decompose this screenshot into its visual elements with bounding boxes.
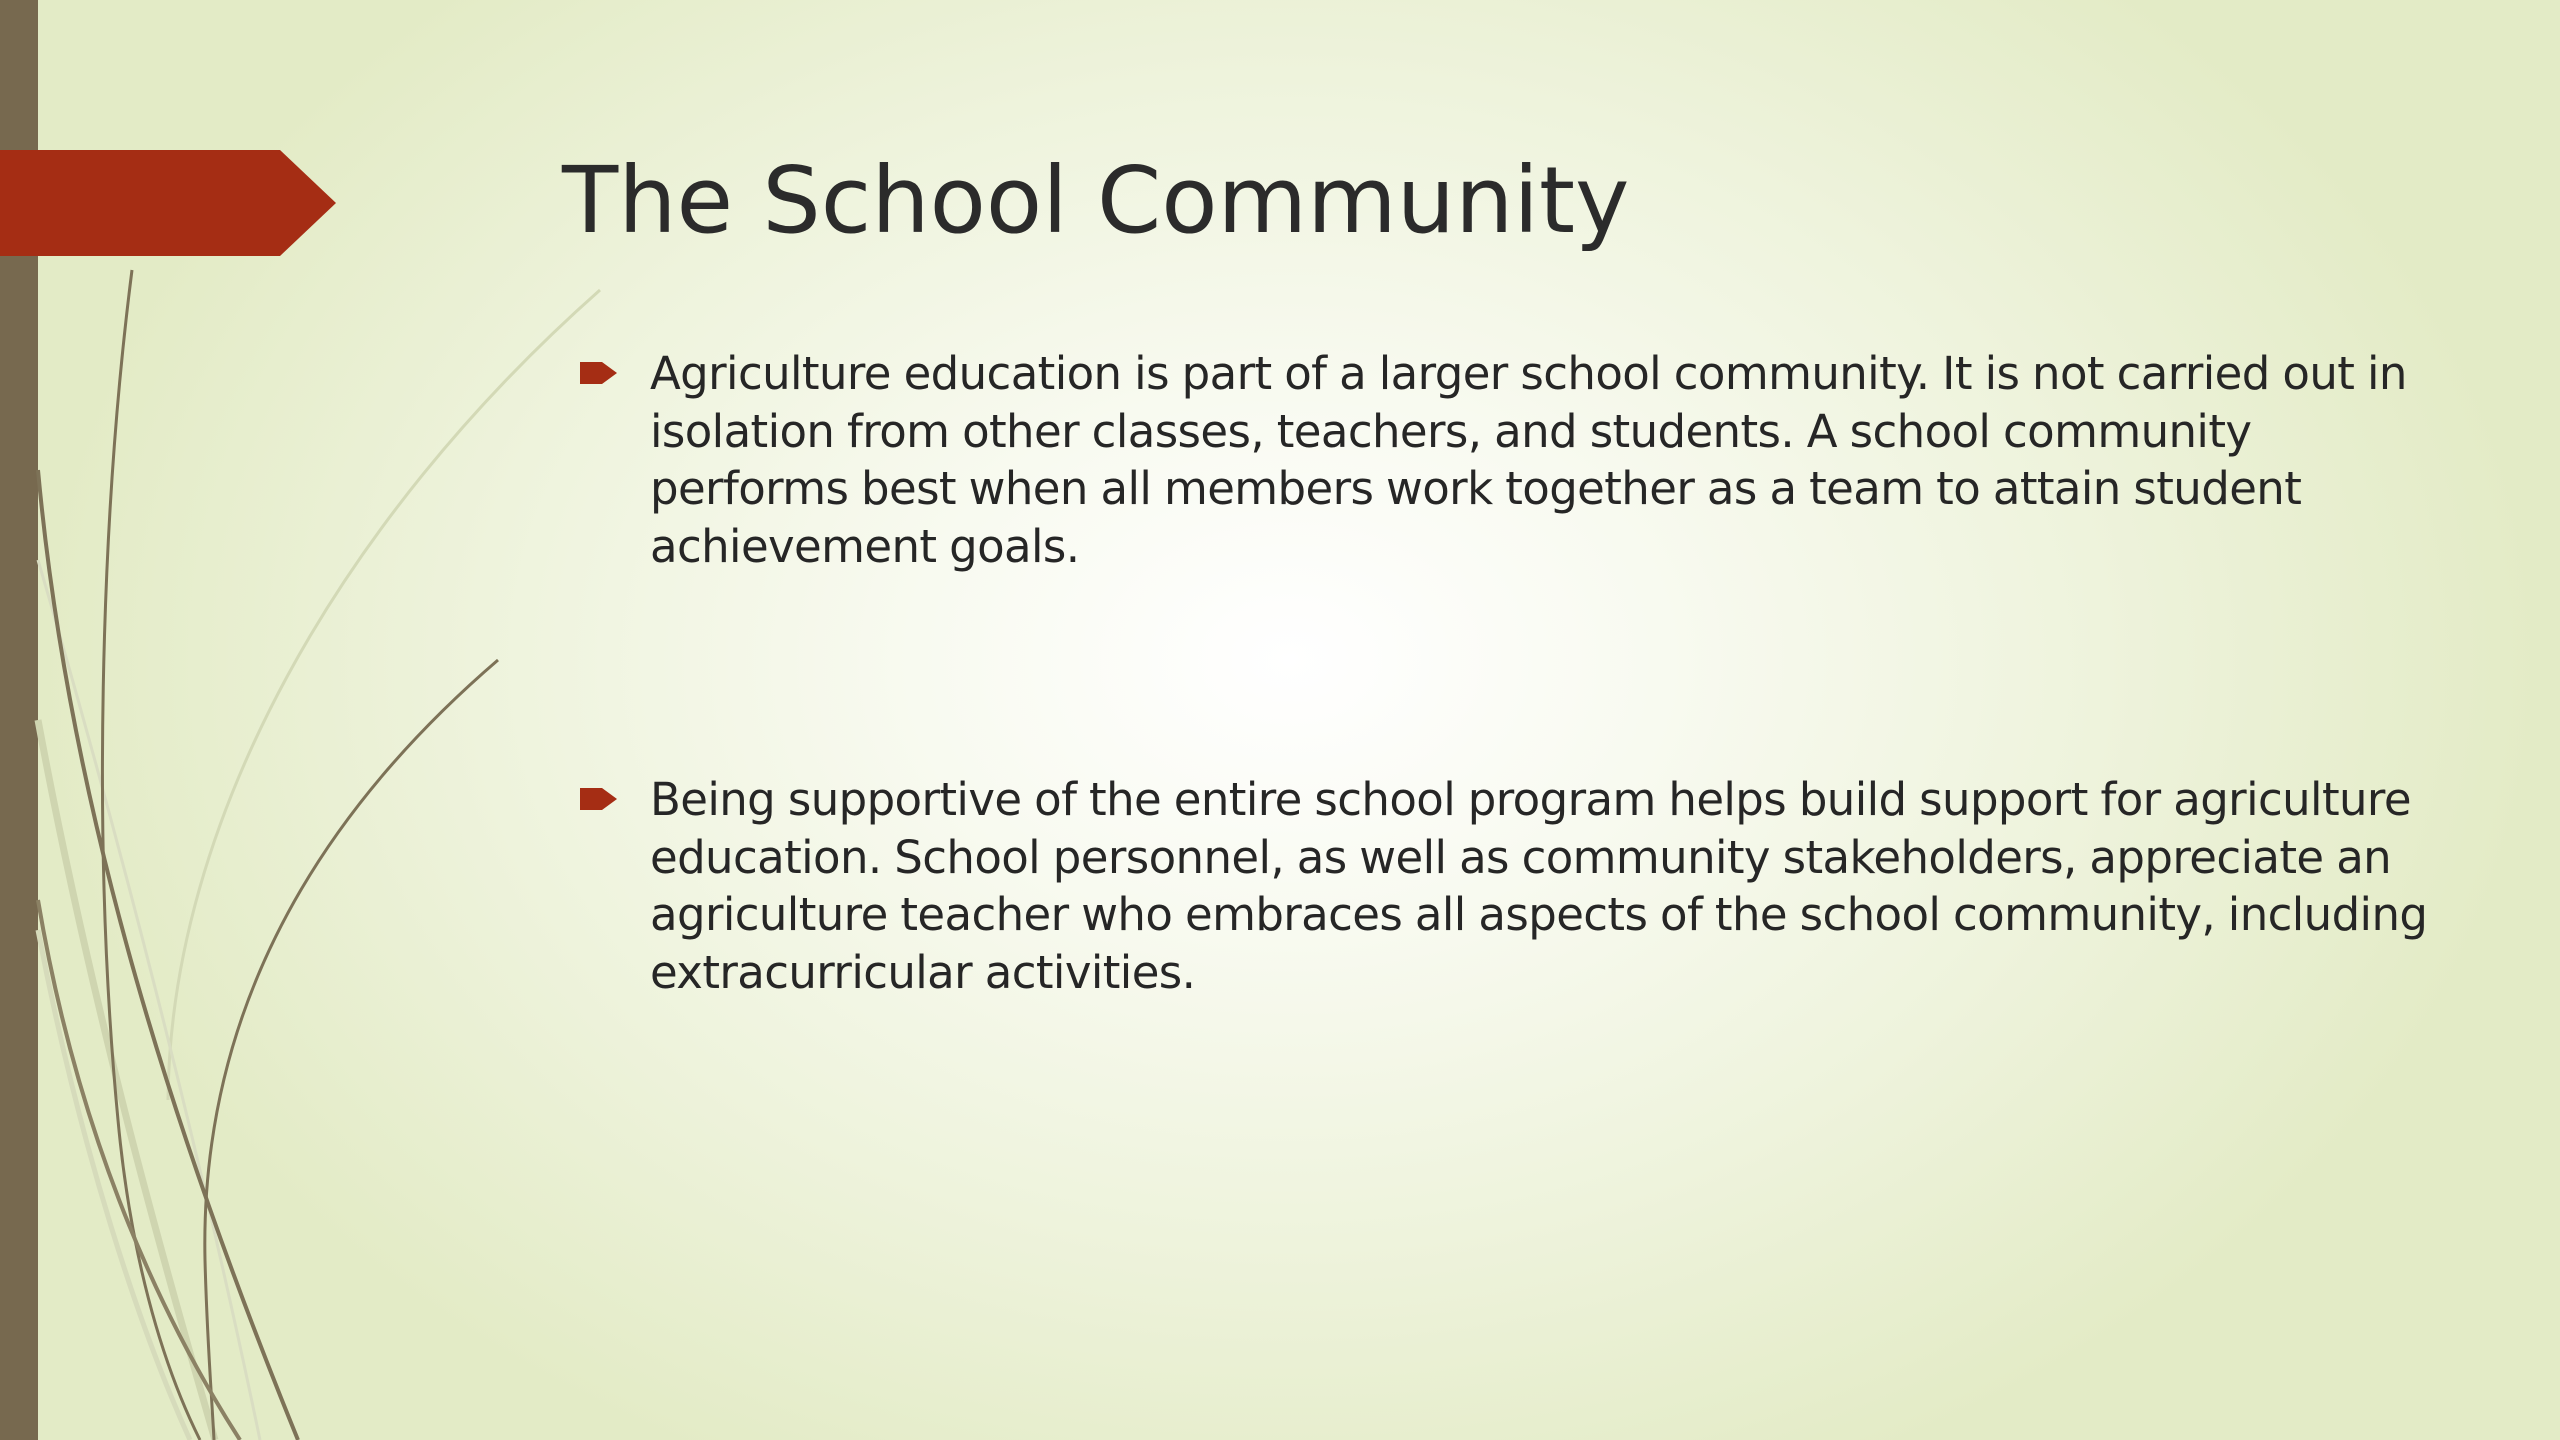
- bullet-item: [580, 771, 2460, 1001]
- bullet-item: [580, 345, 2460, 575]
- bullet-text: Being supportive of the entire school program helps build support for agriculture education. School personnel, as well as community stakeholders, appreciate an agriculture teacher who embraces all aspects of the school community, including extracurricular activities.: [650, 773, 2428, 999]
- arrow-bullet-icon: [580, 362, 617, 384]
- bullet-text: Agriculture education is part of a larger school community. It is not carried out in isolation from other classes, teachers, and students. A school community performs best when all members work together as a team to attain student achievement goals.: [650, 347, 2407, 573]
- slide-title: The School Community: [562, 147, 1630, 254]
- title-accent-flag: [0, 150, 336, 256]
- arrow-bullet-icon: [580, 788, 617, 810]
